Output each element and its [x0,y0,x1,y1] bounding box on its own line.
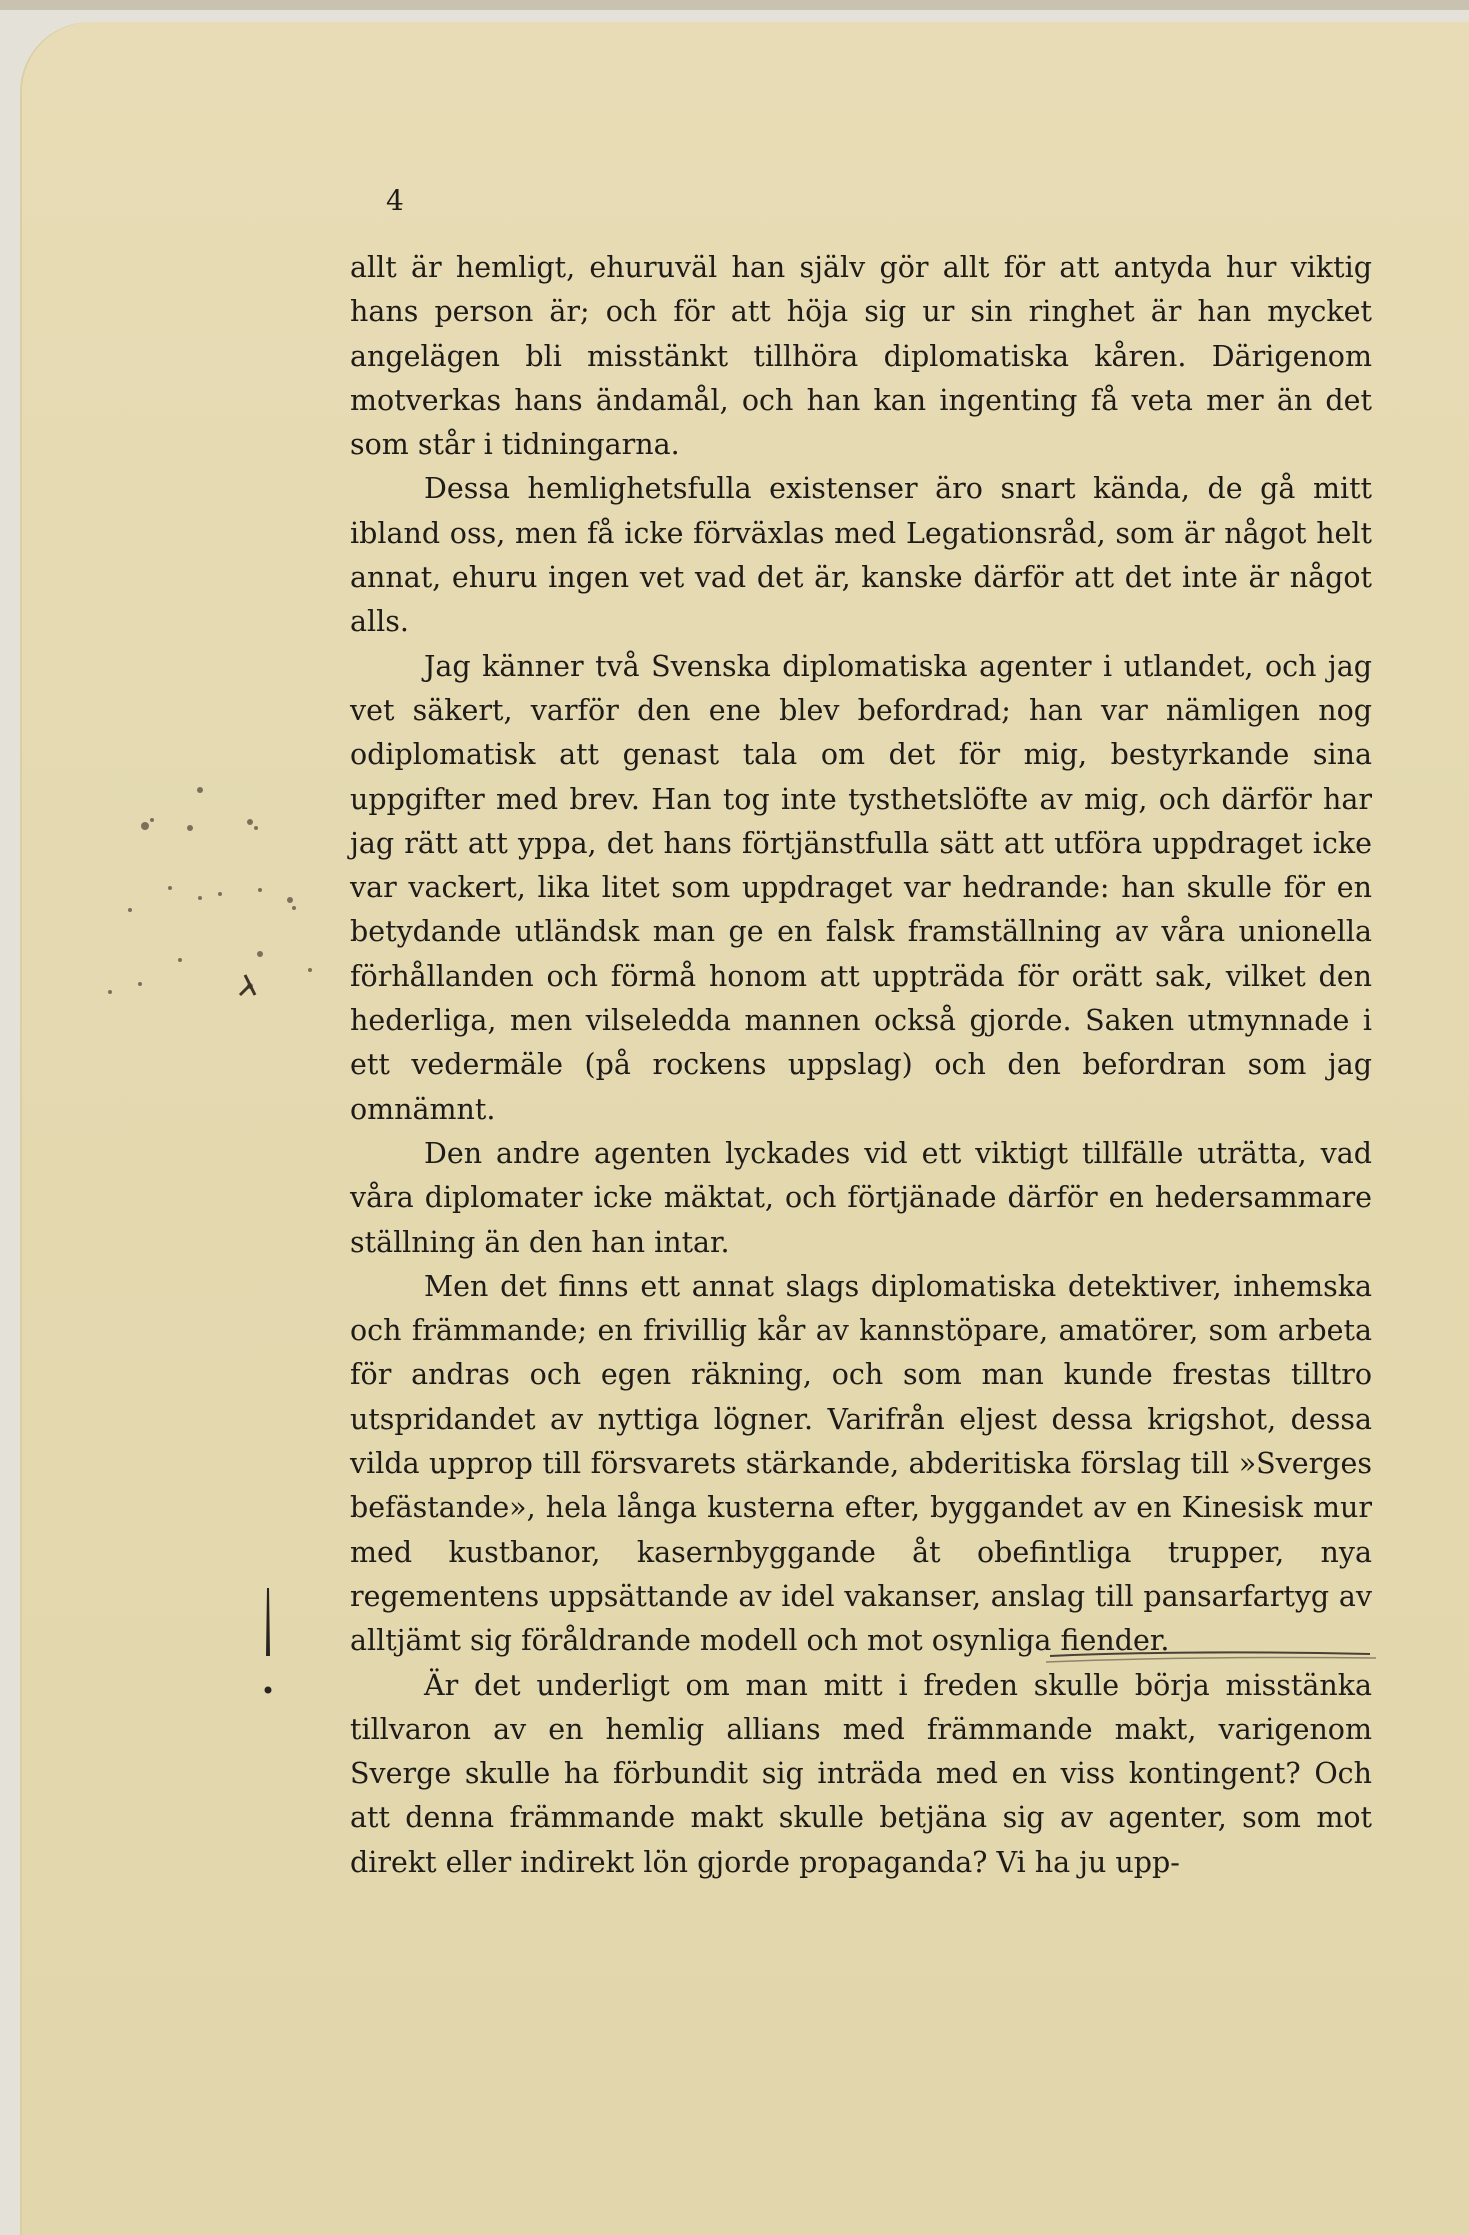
margin-annotation-mark [80,770,330,1010]
body-text [350,246,1372,1885]
pencil-underline [1040,1648,1380,1688]
paragraph: Är det underligt om man mitt i freden skulle börja misstänka tillvaron av en hemlig allians med främmande makt, varigenom Sverge skulle ha förbundit sig inträda med en viss kontingent? Och att denna främmande makt skulle betjäna sig av agenter, som mot direkt eller indirekt lön gjorde propaganda? Vi ha ju upp- [350,1668,1372,1879]
margin-exclamation-mark [258,1586,278,1706]
paragraph: Dessa hemlighetsfulla existenser äro snart kända, de gå mitt ibland oss, men få icke förväxlas med Legationsråd, som är något helt annat, ehuru ingen vet vad det är, kanske därför att det inte är något alls. [350,472,1372,639]
paragraph: allt är hemligt, ehuruväl han själv gör allt för att antyda hur viktig hans person är; och för att höja sig ur sin ringhet är han mycket angelägen bli misstänkt tillhöra diplomatiska kåren. Därigenom motverkas hans ändamål, och han kan ingenting få veta mer än det som står i tidningarna. [350,251,1372,462]
paragraph: Jag känner två Svenska diplomatiska agenter i utlandet, och jag vet säkert, varför den ene blev befordrad; han var nämligen nog odiplomatisk att genast tala om det för mig, bestyrkande sina uppgifter med brev. Han tog inte tysthetslöfte av mig, och därför har jag rätt att yppa, det hans förtjänstfulla sätt att utföra uppdraget icke var vackert, lika litet som uppdraget var hedrande: han skulle för en betydande utländsk man ge en falsk framställning av våra unionella förhållanden och förmå honom att uppträda för orätt sak, vilket den hederliga, men vilseledda mannen också gjorde. Saken utmynnade i ett vedermäle (på rockens uppslag) och den befordran som jag omnämnt. [350,649,1372,1126]
page-number: 4 [386,184,404,217]
scan-edge [0,0,1469,10]
paragraph: Men det finns ett annat slags diplomatiska detektiver, inhemska och främmande; en frivillig kår av kannstöpare, amatörer, som arbeta för andras och egen räkning, och som man kunde frestas tilltro utspridandet av nyttiga lögner. Varifrån eljest dessa krigshot, dessa vilda upprop till försvarets stärkande, abderitiska förslag till »Sverges befästande», hela långa kusterna efter, byggandet av en Kinesisk mur med kustbanor, kasernbyggande åt obefintliga trupper, nya regementens uppsättande av idel vakanser, anslag till pansarfartyg av alltjämt sig föråldrande modell och mot osynliga fiender. [350,1269,1372,1658]
paragraph: Den andre agenten lyckades vid ett viktigt tillfälle uträtta, vad våra diplomater icke mäktat, och förtjänade därför en hedersammare ställning än den han intar. [350,1136,1372,1259]
